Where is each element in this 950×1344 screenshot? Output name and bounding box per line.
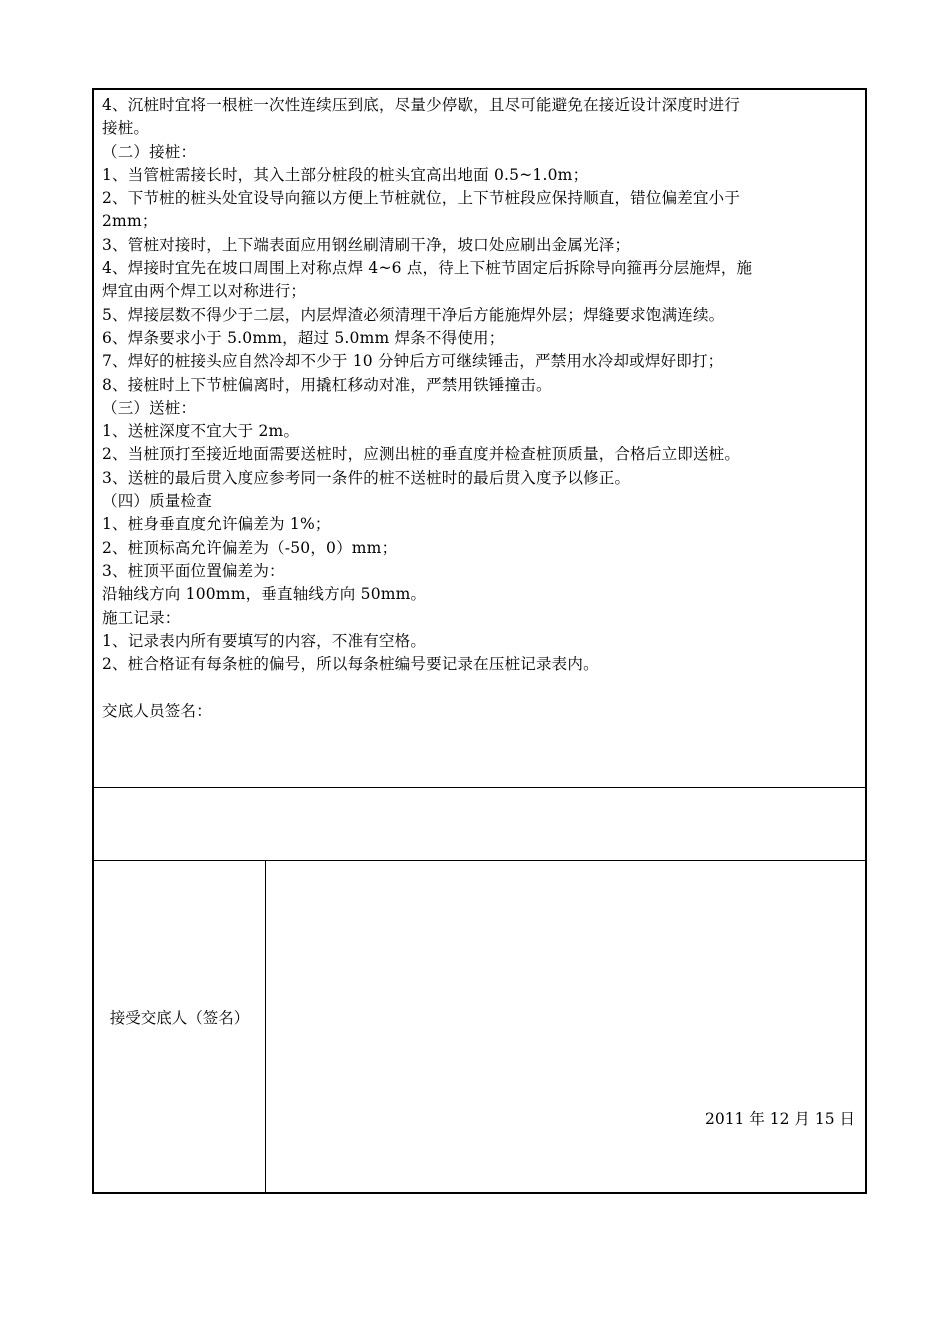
content-line: 7、焊好的桩接头应自然冷却不少于 10 分钟后方可继续锤击，严禁用水冷却或焊好即打； — [102, 352, 724, 371]
signature-date: 2011 年 12 月 15 日 — [704, 1110, 855, 1128]
content-line: 2mm； — [102, 212, 158, 231]
disclosure-content-cell — [94, 90, 865, 788]
recipient-signature-label: 接受交底人（签名） — [109, 1009, 250, 1027]
disclosure-form-table — [92, 88, 867, 1194]
content-line: 4、焊接时宜先在坡口周围上对称点焊 4~6 点，待上下桩节固定后拆除导向箍再分层施焊，施 — [102, 259, 753, 278]
content-line: 沿轴线方向 100mm，垂直轴线方向 50mm。 — [102, 585, 427, 604]
content-line: 3、送桩的最后贯入度应参考同一条件的桩不送桩时的最后贯入度予以修正。 — [102, 468, 631, 487]
content-line: 焊宜由两个焊工以对称进行； — [102, 282, 307, 301]
content-line: 4、沉桩时宜将一根桩一次性连续压到底，尽量少停歇，且尽可能避免在接近设计深度时进行 — [102, 96, 741, 114]
content-line: 8、接桩时上下节桩偏离时，用撬杠移动对准，严禁用铁锤撞击。 — [102, 375, 552, 394]
blank-line — [102, 676, 857, 699]
content-line: 1、当管桩需接长时，其入土部分桩段的桩头宜高出地面 0.5~1.0m； — [102, 165, 589, 184]
content-line: （二）接桩： — [102, 142, 197, 161]
content-line: 3、桩顶平面位置偏差为： — [102, 561, 285, 580]
content-line: 接桩。 — [102, 119, 150, 138]
content-line: 交底人员签名： — [102, 701, 212, 720]
content-line: 2、桩合格证有每条桩的偏号，所以每条桩编号要记录在压桩记录表内。 — [102, 655, 599, 674]
content-line: 1、记录表内所有要填写的内容，不准有空格。 — [102, 631, 427, 650]
content-line: 1、送桩深度不宜大于 2m。 — [102, 422, 300, 441]
content-line: 2、桩顶标高允许偏差为（-50，0）mm； — [102, 538, 398, 557]
content-line: 6、焊条要求小于 5.0mm，超过 5.0mm 焊条不得使用； — [102, 328, 505, 347]
blank-row — [94, 788, 865, 861]
content-line: 3、管桩对接时，上下端表面应用钢丝刷清刷干净，坡口处应刷出金属光泽； — [102, 235, 631, 254]
content-line: （三）送桩： — [102, 398, 197, 417]
content-line: （四）质量检查 — [102, 492, 212, 511]
recipient-signature-label-cell — [94, 861, 266, 1192]
content-line: 2、下节桩的桩头处宜设导向箍以方便上节桩就位，上下节桩段应保持顺直，错位偏差宜小于 — [102, 189, 741, 208]
content-line: 1、桩身垂直度允许偏差为 1%； — [102, 515, 331, 534]
recipient-signature-area[interactable] — [266, 861, 865, 1192]
recipient-signature-row — [94, 861, 865, 1192]
content-line: 5、焊接层数不得少于二层，内层焊渣必须清理干净后方能施焊外层；焊缝要求饱满连续。 — [102, 305, 725, 324]
content-line: 施工记录： — [102, 608, 181, 627]
content-line: 2、当桩顶打至接近地面需要送桩时，应测出桩的垂直度并检查桩顶质量，合格后立即送桩。 — [102, 445, 741, 464]
